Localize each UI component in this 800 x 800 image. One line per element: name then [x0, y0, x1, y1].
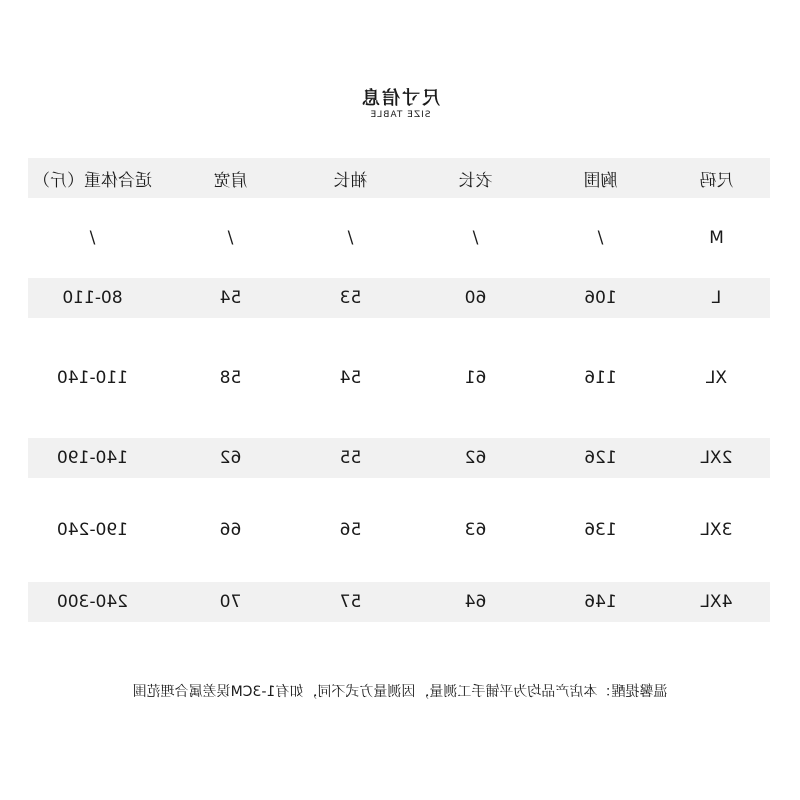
cell-shoulder: 62 — [219, 448, 242, 468]
header-sleeve: 袖长 — [333, 170, 368, 191]
cell-size: 2XL — [700, 448, 733, 468]
cell-chest: 116 — [584, 368, 617, 388]
cell-size: L — [711, 288, 722, 308]
cell-weight: 190-240 — [56, 520, 129, 540]
table-row — [28, 278, 770, 318]
cell-sleeve: 54 — [339, 368, 362, 388]
cell-weight: 80-110 — [62, 288, 123, 308]
header-weight: 适合体重（斤） — [33, 170, 152, 191]
cell-chest: 146 — [584, 592, 617, 612]
cell-chest: / — [597, 228, 604, 248]
size-table — [28, 158, 770, 622]
header-length: 衣长 — [458, 170, 493, 191]
cell-shoulder: 70 — [219, 592, 242, 612]
cell-sleeve: 57 — [339, 592, 362, 612]
cell-sleeve: 56 — [339, 520, 362, 540]
cell-chest: 126 — [584, 448, 617, 468]
table-row — [28, 582, 770, 622]
cell-size: 4XL — [700, 592, 733, 612]
cell-length: 64 — [464, 592, 487, 612]
cell-size: M — [709, 228, 724, 248]
cell-chest: 106 — [584, 288, 617, 308]
cell-shoulder: 66 — [219, 520, 242, 540]
cell-shoulder: / — [227, 228, 234, 248]
cell-chest: 136 — [584, 520, 617, 540]
table-row — [28, 198, 770, 278]
cell-length: 60 — [464, 288, 487, 308]
page-subtitle: SIZE TABLE — [369, 110, 431, 120]
page-title: 尺寸信息 — [360, 88, 440, 109]
cell-weight: / — [89, 228, 96, 248]
cell-length: 61 — [464, 368, 487, 388]
table-row — [28, 478, 770, 582]
measurement-note: 温馨提醒：本店产品均为平铺手工测量，因测量方式不同，如有1-3CM误差属合理范围 — [132, 684, 668, 700]
cell-length: 63 — [464, 520, 487, 540]
cell-sleeve: / — [347, 228, 354, 248]
cell-weight: 140-190 — [56, 448, 129, 468]
cell-shoulder: 58 — [219, 368, 242, 388]
cell-weight: 240-300 — [56, 592, 129, 612]
header-size: 尺码 — [699, 170, 734, 191]
table-row — [28, 438, 770, 478]
cell-size: XL — [705, 368, 728, 388]
table-row — [28, 318, 770, 438]
cell-length: 62 — [464, 448, 487, 468]
header-shoulder: 肩宽 — [213, 170, 248, 191]
cell-sleeve: 55 — [339, 448, 362, 468]
table-header-row — [28, 158, 770, 198]
cell-shoulder: 54 — [219, 288, 242, 308]
cell-weight: 110-140 — [56, 368, 129, 388]
header-chest: 胸围 — [583, 170, 618, 191]
cell-size: 3XL — [700, 520, 733, 540]
cell-length: / — [472, 228, 479, 248]
cell-sleeve: 53 — [339, 288, 362, 308]
